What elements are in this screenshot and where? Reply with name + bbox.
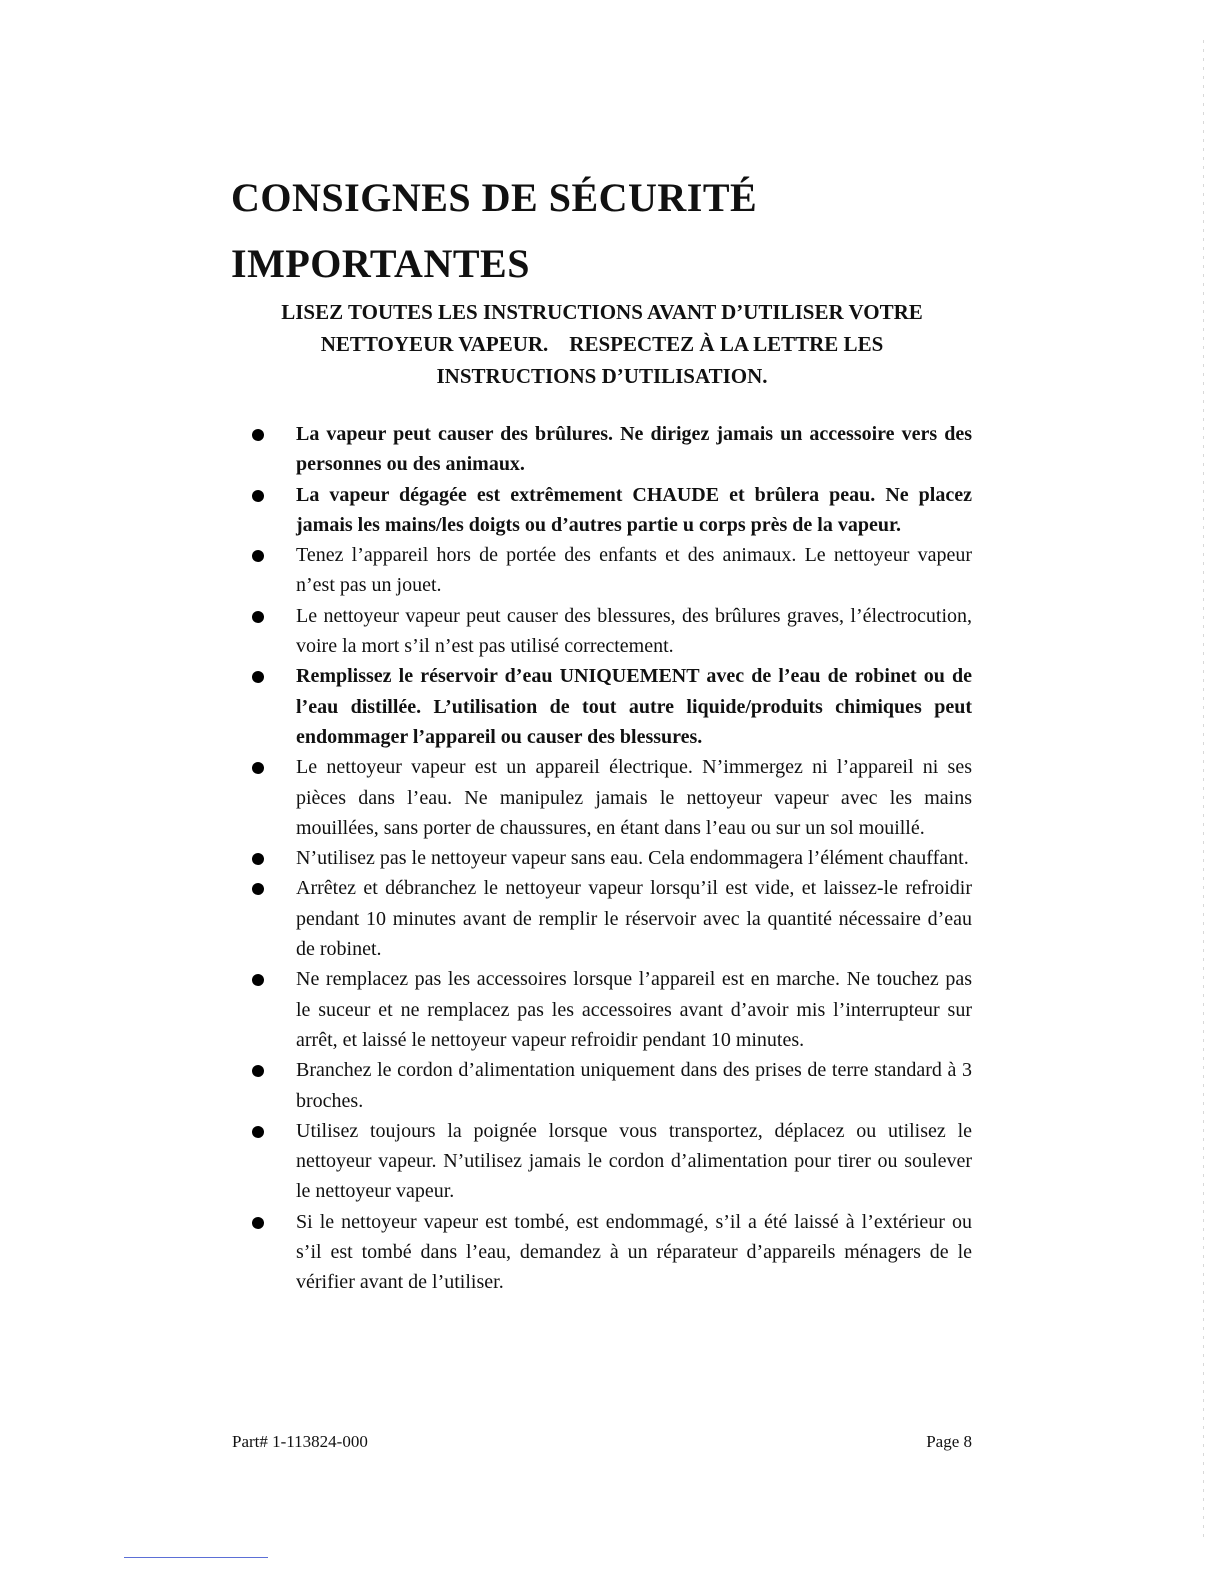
safety-instructions-list: [250, 419, 972, 1298]
list-item: [250, 964, 972, 1055]
list-item-text: Branchez le cordon d’alimentation uniquement dans des prises de terre standard à 3 broches.: [296, 1059, 972, 1112]
list-item: [250, 843, 972, 873]
bullet-icon: [252, 1126, 264, 1138]
list-item-text: Tenez l’appareil hors de portée des enfants et des animaux. Le nettoyeur vapeur n’est pas un jouet.: [296, 544, 972, 597]
list-item: [250, 601, 972, 662]
bullet-icon: [252, 762, 264, 774]
page-title-line-1: CONSIGNES DE SÉCURITÉ: [231, 175, 758, 220]
list-item-text: Si le nettoyeur vapeur est tombé, est endommagé, s’il a été laissé à l’extérieur ou s’il est tombé dans l’eau, demandez à un réparateur d’appareils ménagers de le vérifier avant de l’utiliser.: [296, 1210, 972, 1294]
scan-edge-mark: [1203, 40, 1204, 1540]
bullet-icon: [252, 883, 264, 895]
list-item-text: La vapeur peut causer des brûlures. Ne dirigez jamais un accessoire vers des personnes ou des animaux.: [296, 423, 972, 476]
scan-artifact-line: [124, 1557, 268, 1558]
list-item: [250, 480, 972, 541]
list-item: [250, 540, 972, 601]
instructions-notice: [232, 296, 972, 392]
instructions-notice-line-3: INSTRUCTIONS D’UTILISATION.: [436, 364, 768, 388]
bullet-icon: [252, 550, 264, 562]
bullet-icon: [252, 611, 264, 623]
list-item-text: N’utilisez pas le nettoyeur vapeur sans eau. Cela endommagera l’élément chauffant.: [296, 847, 969, 870]
list-item-text: Arrêtez et débranchez le nettoyeur vapeur lorsqu’il est vide, et laissez-le refroidir pendant 10 minutes avant de remplir le réservoir avec la quantité nécessaire d’eau de robinet.: [296, 877, 972, 961]
bullet-icon: [252, 1065, 264, 1077]
page-number: Page 8: [926, 1432, 972, 1451]
bullet-icon: [252, 1217, 264, 1229]
bullet-icon: [252, 671, 264, 683]
bullet-icon: [252, 974, 264, 986]
list-item: [250, 1207, 972, 1298]
list-item: [250, 1055, 972, 1116]
bullet-icon: [252, 429, 264, 441]
bullet-icon: [252, 853, 264, 865]
list-item-text: Le nettoyeur vapeur est un appareil électrique. N’immergez ni l’appareil ni ses pièces dans l’eau. Ne manipulez jamais le nettoyeur vapeur avec les mains mouillées, sans porter de chaussures, en étant dans l’eau ou sur un sol mouillé.: [296, 756, 972, 839]
list-item-text: Utilisez toujours la poignée lorsque vous transportez, déplacez ou utilisez le nettoyeur vapeur. N’utilisez jamais le cordon d’alimentation pour tirer ou soulever le nettoyeur vapeur.: [296, 1119, 972, 1203]
instructions-notice-line-1: LISEZ TOUTES LES INSTRUCTIONS AVANT D’UTILISER VOTRE: [281, 300, 923, 324]
list-item-text: Le nettoyeur vapeur peut causer des blessures, des brûlures graves, l’électrocution, voire la mort s’il n’est pas utilisé correctement.: [296, 604, 972, 658]
bullet-icon: [252, 490, 264, 502]
list-item: [250, 661, 972, 752]
list-item: [250, 419, 972, 480]
list-item-text: Ne remplacez pas les accessoires lorsque l’appareil est en marche. Ne touchez pas le suceur et ne remplacez pas les accessoires avant d’avoir mis l’interrupteur sur arrêt, et laissé le nettoyeur vapeur refroidir pendant 10 minutes.: [296, 968, 972, 1051]
part-number: Part# 1-113824-000: [232, 1432, 368, 1451]
list-item-text: Remplissez le réservoir d’eau UNIQUEMENT avec de l’eau de robinet ou de l’eau distillée. L’utilisation de tout autre liquide/produits chimiques peut endommager l’appareil ou causer des blessures.: [296, 665, 972, 748]
instructions-notice-line-2: NETTOYEUR VAPEUR. RESPECTEZ À LA LETTRE LES: [320, 332, 884, 356]
list-item-text: La vapeur dégagée est extrêmement CHAUDE et brûlera peau. Ne placez jamais les mains/les doigts ou d’autres partie u corps près de la vapeur.: [296, 483, 972, 536]
list-item: [250, 1116, 972, 1207]
page-title-line-2: IMPORTANTES: [231, 241, 530, 286]
list-item: [250, 752, 972, 843]
list-item: [250, 873, 972, 964]
